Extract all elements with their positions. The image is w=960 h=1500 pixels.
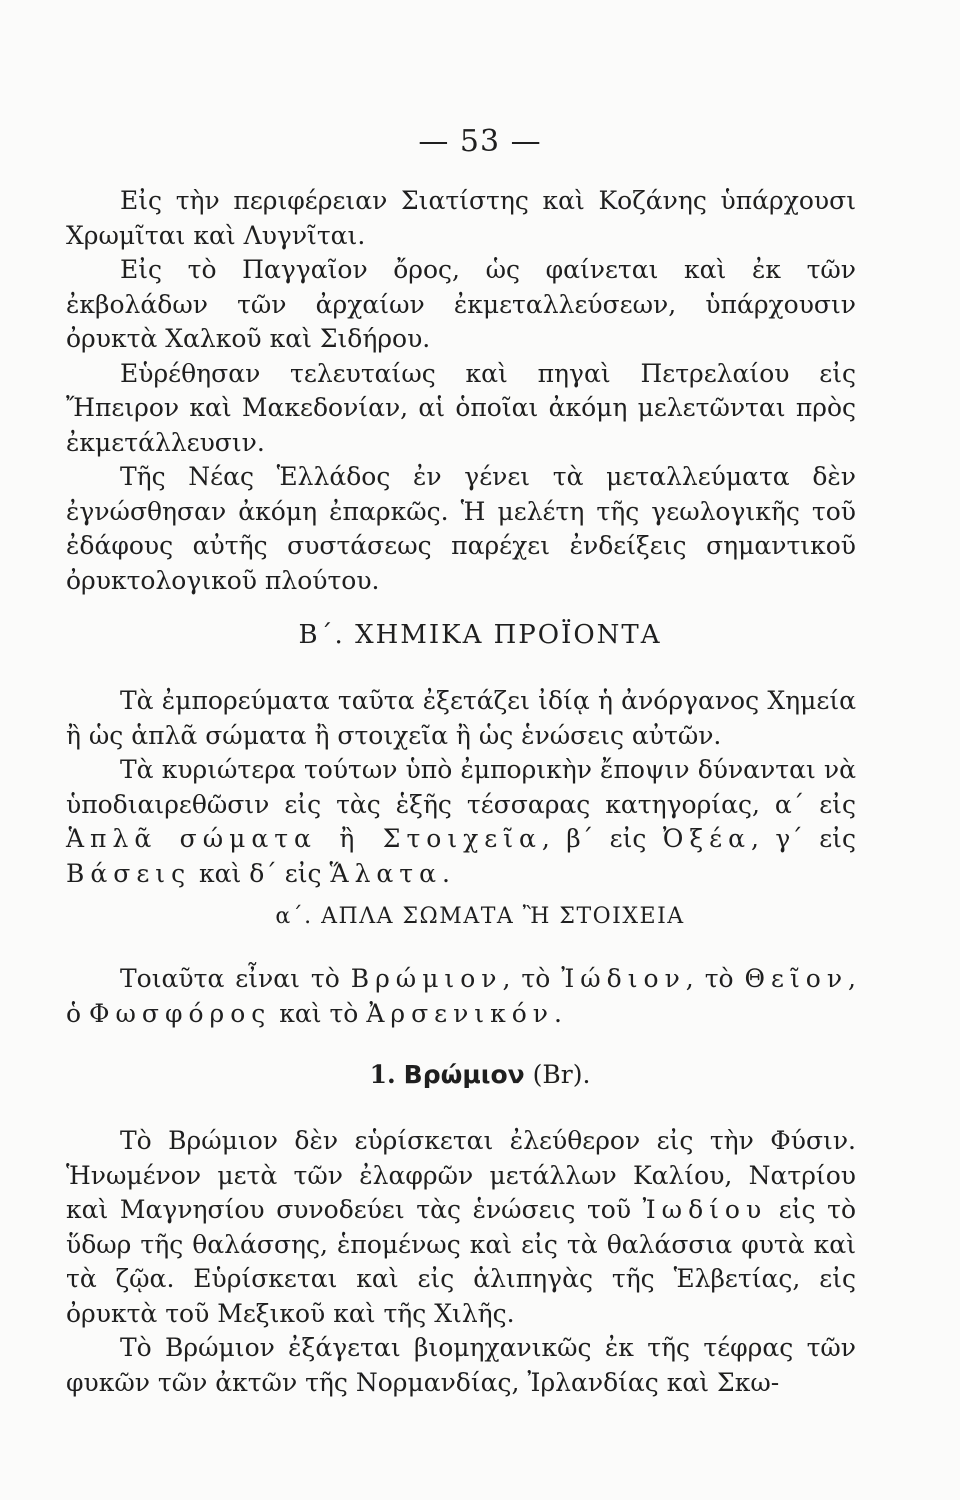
text-run: .	[442, 858, 450, 888]
paragraph: Τὸ Βρώμιον ἐξάγεται βιομηχανικῶς ἐκ τῆς τέφρας τῶν φυκῶν τῶν ἀκτῶν τῆς Νορμανδίας, Ἰρλανδίας καὶ Σκω-	[66, 1333, 856, 1397]
text-run: καὶ τὸ	[271, 998, 367, 1028]
paragraph: Εἰς τὴν περιφέρειαν Σιατίστης καὶ Κοζάνης ὑπάρχουσι Χρωμῖται καὶ Λυγνῖται.	[66, 186, 856, 250]
sub-heading: α΄. ΑΠΛΑ ΣΩΜΑΤΑ Ἢ ΣΤΟΙΧΕΙΑ	[275, 904, 685, 929]
category-term: Βάσεις	[66, 858, 192, 888]
text-run: , β΄ εἰς	[541, 824, 663, 853]
text-run: , γ΄ εἰς	[750, 824, 856, 853]
category-term: Ἅλατα	[329, 858, 443, 888]
text-run: .	[553, 998, 562, 1028]
page-number: — 53 —	[418, 124, 542, 159]
paragraph	[66, 1124, 856, 1331]
chemical-products-text	[66, 684, 856, 891]
intro-text	[66, 184, 856, 598]
bromine-text	[66, 1124, 856, 1400]
section-heading: Β΄. ΧΗΜΙΚΑ ΠΡΟΪΟΝΤΑ	[298, 620, 662, 650]
element-term: Ἰώδιον	[561, 964, 686, 993]
paragraph: Τὰ ἐμπορεύματα ταῦτα ἐξετάζει ἰδίᾳ ἡ ἀνόργανος Χημεία ἢ ὡς ἁπλᾶ σώματα ἢ στοιχεῖα ἢ ὡς ἑνώσεις αὐτῶν.	[66, 686, 856, 750]
text-run: καὶ δ΄ εἰς	[191, 858, 330, 888]
element-term: Βρώμιον	[350, 964, 503, 993]
entry-heading	[0, 1060, 960, 1089]
text-run: Τὰ κυριώτερα τούτων ὑπὸ ἐμπορικὴν ἔποψιν δύνανται νὰ ὑποδιαιρεθῶσιν εἰς τὰς ἑξῆς τέσσαρας κατηγορίας, α΄ εἰς	[66, 755, 856, 819]
text-run: , τὸ	[502, 964, 562, 993]
category-term: Ὀξέα	[662, 824, 751, 853]
paragraph: Εἰς τὸ Παγγαῖον ὄρος, ὡς φαίνεται καὶ ἐκ τῶν ἐκβολάδων τῶν ἀρχαίων ἐκμεταλλεύσεων, ὑπάρχουσιν ὀρυκτὰ Χαλκοῦ καὶ Σιδήρου.	[66, 255, 856, 353]
category-term: Ἁπλᾶ σώματα ἢ Στοιχεῖα	[66, 824, 542, 853]
text-run: Τὸ Βρώμιον δὲν εὑρίσκεται ἐλεύθερον εἰς τὴν Φύσιν. Ἡνωμένον μετὰ τῶν ἐλαφρῶν μετάλλων Καλίου, Νατρίου καὶ Μαγνησίου συνοδεύει τὰς ἑνώσεις τοῦ	[66, 1126, 856, 1224]
element-term: Ἰωδίου	[642, 1195, 768, 1224]
entry-symbol: (Br).	[532, 1060, 591, 1089]
element-term: Φωσφόρος	[89, 998, 272, 1028]
entry-name: Βρώμιον	[403, 1060, 525, 1089]
text-run: Τοιαῦτα εἶναι τὸ	[120, 964, 351, 993]
entry-number: 1.	[369, 1060, 396, 1089]
paragraph: Τῆς Νέας Ἑλλάδος ἐν γένει τὰ μεταλλεύματα δὲν ἐγνώσθησαν ἀκόμη ἐπαρκῶς. Ἡ μελέτη τῆς γεωλογικῆς τοῦ ἐδάφους αὐτῆς συστάσεως παρέχει ἐνδείξεις σημαντικοῦ ὀρυκτολογικοῦ πλούτου.	[66, 462, 856, 595]
paragraph: Εὑρέθησαν τελευταίως καὶ πηγαὶ Πετρελαίου εἰς Ἤπειρον καὶ Μακεδονίαν, αἱ ὁποῖαι ἀκόμη μελετῶνται πρὸς ἐκμετάλλευσιν.	[66, 358, 856, 457]
paragraph	[66, 753, 856, 891]
text-run: , ὁ	[66, 964, 856, 1028]
text-run: , τὸ	[685, 964, 745, 993]
elements-text	[66, 962, 856, 1031]
element-term: Ἀρσενικόν	[366, 998, 554, 1028]
element-term: Θεῖον	[744, 964, 849, 993]
paragraph	[66, 962, 856, 1031]
text-run: εἰς τὸ ὕδωρ τῆς θαλάσσης, ἑπομένως καὶ εἰς τὰ θαλάσσια φυτὰ καὶ τὰ ζῷα. Εὑρίσκεται καὶ εἰς ἁλιπηγὰς τῆς Ἑλβετίας, εἰς ὀρυκτὰ τοῦ Μεξικοῦ καὶ τῆς Χιλῆς.	[66, 1195, 856, 1328]
